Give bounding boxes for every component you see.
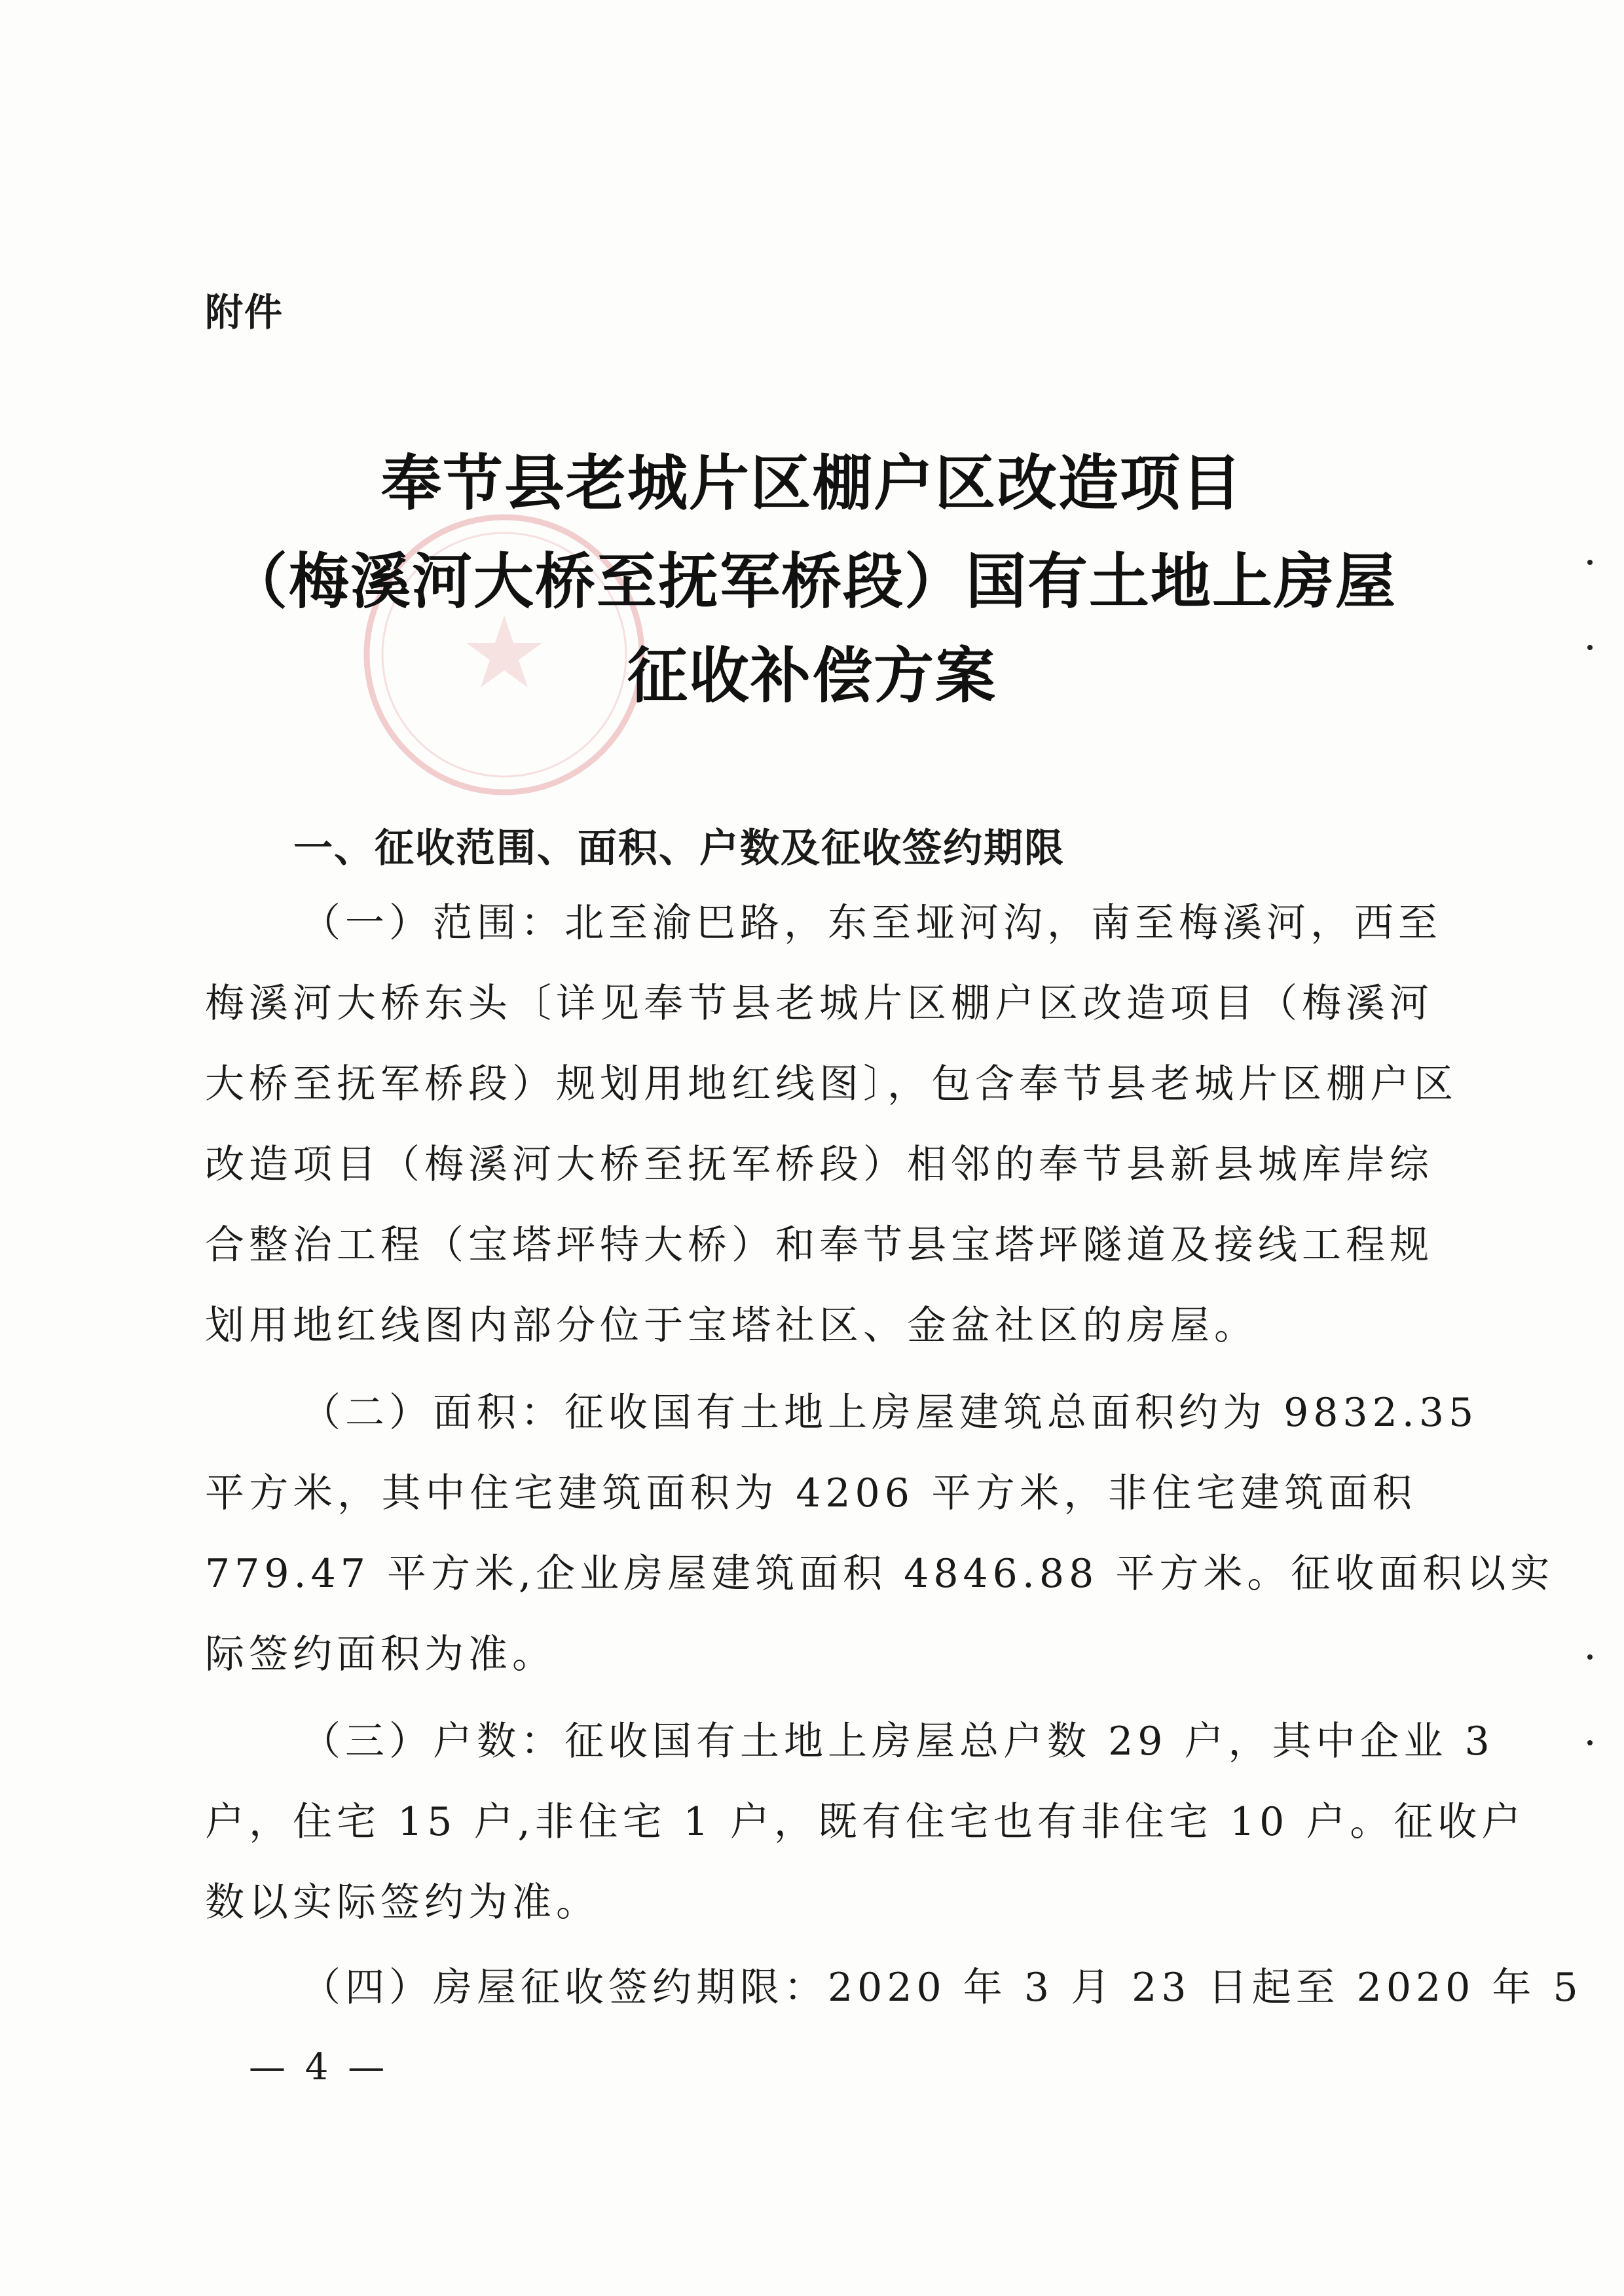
paragraph-line: （四）房屋征收签约期限：2020 年 3 月 23 日起至 2020 年 5: [301, 1965, 1583, 2011]
paragraph-line: 大桥至抚军桥段）规划用地红线图〕，包含奉节县老城片区棚户区: [205, 1061, 1458, 1107]
scan-dot-icon: [1587, 1654, 1593, 1660]
section-heading: 一、征收范围、面积、户数及征收签约期限: [293, 826, 1065, 871]
document-title-line-2: （梅溪河大桥至抚军桥段）国有土地上房屋: [227, 546, 1397, 617]
paragraph-line: 779.47 平方米,企业房屋建筑面积 4846.88 平方米。征收面积以实: [205, 1551, 1555, 1597]
paragraph-line: 改造项目（梅溪河大桥至抚军桥段）相邻的奉节县新县城库岸综: [205, 1142, 1433, 1188]
paragraph-line: （二）面积：征收国有土地上房屋建筑总面积约为 9832.35: [301, 1390, 1479, 1436]
paragraph-line: 划用地红线图内部分位于宝塔社区、金盆社区的房屋。: [205, 1303, 1258, 1349]
scan-dot-icon: [1587, 560, 1593, 565]
scan-dot-icon: [1587, 1740, 1593, 1745]
scan-dot-icon: [1587, 645, 1593, 650]
paragraph-line: 数以实际签约为准。: [205, 1880, 600, 1925]
paragraph-line: （一）范围：北至渝巴路，东至垭河沟，南至梅溪河，西至: [301, 900, 1442, 946]
paragraph-line: 合整治工程（宝塔坪特大桥）和奉节县宝塔坪隧道及接线工程规: [205, 1222, 1433, 1268]
paragraph-line: 户，住宅 15 户,非住宅 1 户，既有住宅也有非住宅 10 户。征收户: [205, 1799, 1526, 1845]
paragraph-line: （三）户数：征收国有土地上房屋总户数 29 户，其中企业 3: [301, 1719, 1494, 1764]
attachment-label: 附件: [205, 290, 284, 335]
document-title-line-3: 征收补偿方案: [627, 640, 997, 711]
paragraph-line: 平方米，其中住宅建筑面积为 4206 平方米，非住宅建筑面积: [205, 1470, 1416, 1516]
document-title-line-1: 奉节县老城片区棚户区改造项目: [380, 448, 1243, 519]
paragraph-line: 际签约面积为准。: [205, 1631, 556, 1677]
paragraph-line: 梅溪河大桥东头〔详见奉节县老城片区棚户区改造项目（梅溪河: [205, 981, 1433, 1027]
page-number: — 4 —: [249, 2046, 389, 2088]
